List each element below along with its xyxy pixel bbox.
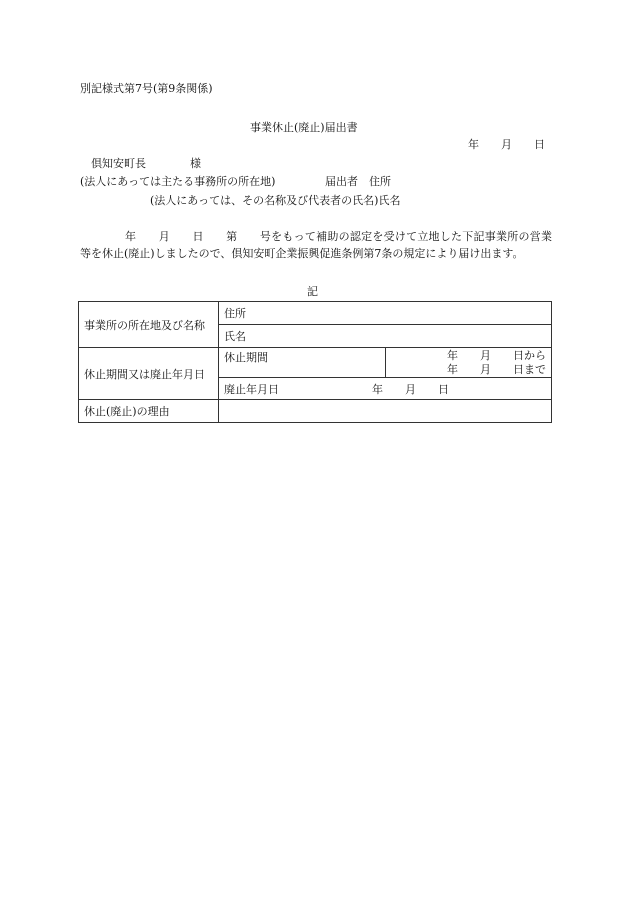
from-date-line: 年 月 日から <box>447 349 546 362</box>
suspension-label-cell <box>219 348 386 378</box>
table-row <box>79 400 552 423</box>
corp-name-note: (法人にあっては、その名称及び代表者の氏名)氏名 <box>150 194 401 207</box>
abolition-label: 廃止年月日 <box>224 382 279 396</box>
table-row <box>79 302 552 325</box>
addressee: 倶知安町長 様 <box>91 157 201 170</box>
name-cell[interactable] <box>219 325 552 348</box>
abolition-cell[interactable] <box>219 378 552 400</box>
to-date-line: 年 月 日まで <box>447 363 546 376</box>
applicant-address-label: 届出者 住所 <box>325 175 391 188</box>
row-label-period: 休止期間又は廃止年月日 <box>79 348 219 400</box>
row-label-reason: 休止(廃止)の理由 <box>79 400 219 423</box>
form-number: 別記様式第7号(第9条関係) <box>80 82 213 95</box>
abolition-date: 年 月 日 <box>372 382 449 396</box>
row-label-business-location: 事業所の所在地及び名称 <box>79 302 219 348</box>
suspension-dates-cell[interactable] <box>386 348 552 378</box>
ki-heading: 記 <box>307 285 318 298</box>
date-line: 年 月 日 <box>468 138 545 151</box>
document-title: 事業休止(廃止)届出書 <box>250 121 358 134</box>
body-paragraph: 年 月 日 第 号をもって補助の認定を受けて立地した下記事業所の営業等を休止(廃止)しましたので、倶知安町企業振興促進条例第7条の規定により届け出ます。 <box>80 230 552 260</box>
reason-cell[interactable] <box>219 400 552 423</box>
corp-address-note: (法人にあっては主たる事務所の所在地) <box>80 175 276 188</box>
address-cell[interactable] <box>219 302 552 325</box>
table-row <box>79 348 552 378</box>
notification-table <box>78 301 552 423</box>
name-label: 氏名 <box>224 330 246 343</box>
suspension-label: 休止期間 <box>224 351 268 364</box>
address-label: 住所 <box>224 307 246 320</box>
